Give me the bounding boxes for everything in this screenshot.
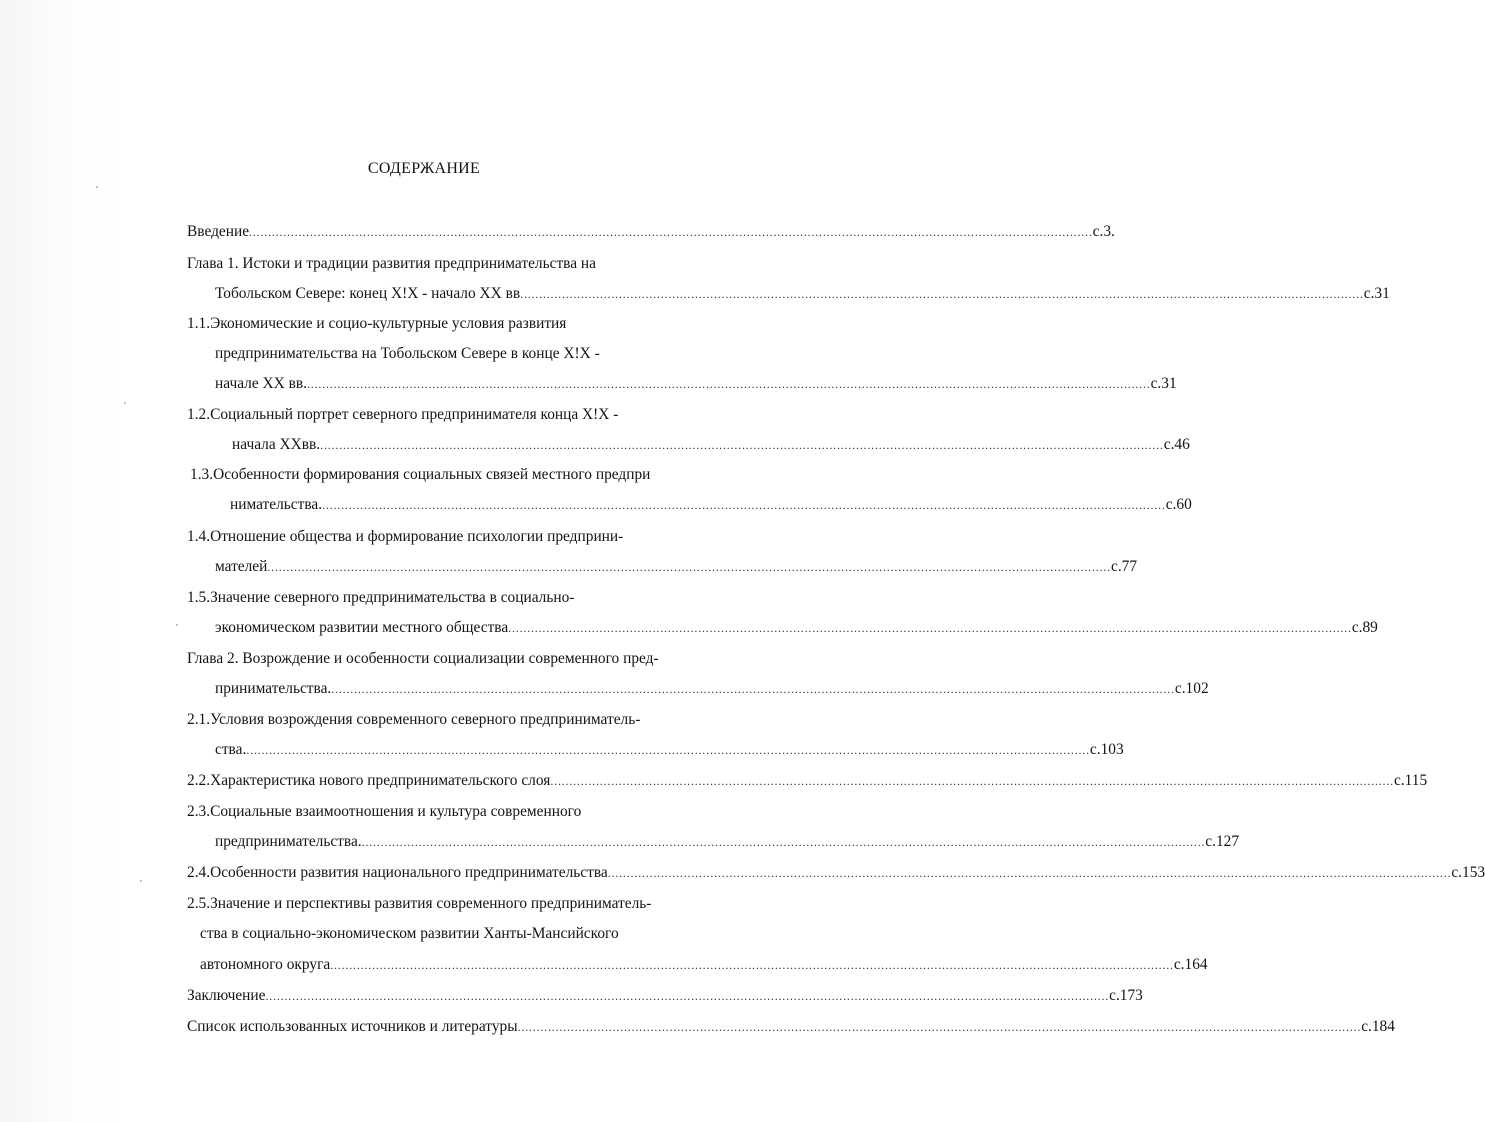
toc-section-1-4-line-1: 1.4.Отношение общества и формирование психологии предприни- bbox=[187, 528, 624, 545]
toc-leader: .............................................................................................................................................................................................................................. bbox=[550, 774, 1394, 788]
toc-title: Тобольском Севере: конец X!X - начало XX вв bbox=[215, 285, 521, 302]
toc-leader: .............................................................................................................................................................................................................................. bbox=[249, 225, 1093, 239]
toc-leader: .............................................................................................................................................................................................................................. bbox=[265, 989, 1110, 1003]
toc-title: начала XXвв. bbox=[232, 436, 321, 453]
toc-section-1-1-line-1: 1.1.Экономические и социо-культурные условия развития bbox=[187, 315, 567, 332]
toc-title: Введение bbox=[187, 223, 250, 240]
toc-page: с.153 bbox=[1451, 864, 1485, 881]
toc-section-2-3-line-1: 2.3.Социальные взаимоотношения и культура современного bbox=[187, 803, 582, 820]
toc-entry-chapter-1 bbox=[215, 283, 1390, 305]
toc-chapter-1-line-1: Глава 1. Истоки и традиции развития предпринимательства на bbox=[187, 255, 596, 272]
toc-title: ства. bbox=[215, 741, 247, 758]
toc-title: нимательства. bbox=[230, 496, 323, 513]
toc-title: экономическом развитии местного общества bbox=[215, 619, 509, 636]
toc-entry-section-1-5 bbox=[215, 617, 1378, 639]
toc-entry-section-2-4 bbox=[187, 862, 1485, 884]
toc-page: с.164 bbox=[1173, 956, 1208, 973]
toc-title: 2.4.Особенности развития национального предпринимательства bbox=[187, 864, 608, 881]
toc-leader: .............................................................................................................................................................................................................................. bbox=[322, 498, 1166, 512]
toc-section-1-2-line-1: 1.2.Социальный портрет северного предпринимателя конца X!X - bbox=[187, 406, 619, 423]
toc-leader: .............................................................................................................................................................................................................................. bbox=[306, 377, 1151, 391]
toc-entry-section-2-5 bbox=[200, 954, 1208, 976]
scan-speck bbox=[96, 186, 98, 188]
toc-leader: .............................................................................................................................................................................................................................. bbox=[331, 682, 1175, 696]
toc-section-1-3-line-1: 1.3.Особенности формирования социальных связей местного предпри bbox=[190, 466, 651, 483]
toc-title: Заключение bbox=[187, 987, 266, 1004]
toc-entry-section-2-3 bbox=[215, 831, 1240, 853]
toc-page: с.103 bbox=[1089, 741, 1124, 758]
toc-leader: .............................................................................................................................................................................................................................. bbox=[520, 287, 1364, 301]
toc-leader: .............................................................................................................................................................................................................................. bbox=[246, 743, 1090, 757]
toc-section-1-5-line-1: 1.5.Значение северного предпринимательства в социально- bbox=[187, 589, 575, 606]
toc-entry-section-1-3 bbox=[230, 494, 1192, 516]
toc-title: принимательства. bbox=[215, 680, 332, 697]
toc-chapter-2-line-1: Глава 2. Возрождение и особенности социализации современного пред- bbox=[187, 650, 659, 667]
toc-title: мателей bbox=[215, 558, 268, 575]
toc-leader: .............................................................................................................................................................................................................................. bbox=[508, 621, 1352, 635]
toc-leader: .............................................................................................................................................................................................................................. bbox=[517, 1020, 1362, 1034]
toc-entry-section-1-4 bbox=[215, 556, 1138, 578]
toc-page: с.46 bbox=[1163, 436, 1190, 453]
toc-entry-section-2-1 bbox=[215, 739, 1124, 761]
toc-page: с.31 bbox=[1150, 375, 1177, 392]
page-title: СОДЕРЖАНИЕ bbox=[367, 160, 481, 177]
toc-page: с.89 bbox=[1351, 619, 1378, 636]
toc-page: с.173 bbox=[1109, 987, 1143, 1004]
scan-speck bbox=[140, 880, 142, 882]
toc-entry-conclusion bbox=[187, 985, 1143, 1007]
toc-title: Список использованных источников и литературы bbox=[187, 1018, 518, 1035]
toc-section-1-1-line-2: предпринимательства на Тобольском Севере в конце X!X - bbox=[215, 345, 600, 362]
toc-leader: .............................................................................................................................................................................................................................. bbox=[361, 835, 1206, 849]
toc-section-2-5-line-1: 2.5.Значение и перспективы развития современного предприниматель- bbox=[187, 895, 652, 912]
toc-entry-section-1-2 bbox=[232, 434, 1190, 456]
toc-leader: .............................................................................................................................................................................................................................. bbox=[607, 866, 1452, 880]
toc-leader: .............................................................................................................................................................................................................................. bbox=[330, 958, 1174, 972]
toc-entry-section-2-2 bbox=[187, 770, 1428, 792]
toc-page: с.3. bbox=[1092, 223, 1115, 240]
toc-title: 2.2.Характеристика нового предпринимательского слоя bbox=[187, 772, 551, 789]
toc-entry-intro bbox=[187, 221, 1115, 243]
toc-leader: .............................................................................................................................................................................................................................. bbox=[267, 560, 1111, 574]
toc-page: с.102 bbox=[1174, 680, 1209, 697]
toc-section-2-5-line-2: ства в социально-экономическом развитии Ханты-Мансийского bbox=[200, 925, 619, 942]
scan-speck bbox=[176, 624, 178, 626]
toc-page: с.115 bbox=[1393, 772, 1428, 789]
toc-entry-section-1-1 bbox=[215, 373, 1177, 395]
toc-title: автономного округа bbox=[200, 956, 331, 973]
toc-section-2-1-line-1: 2.1.Условия возрождения современного северного предприниматель- bbox=[187, 711, 641, 728]
toc-page: с.127 bbox=[1205, 833, 1240, 850]
toc-title: предпринимательства. bbox=[215, 833, 362, 850]
toc-page: с.31 bbox=[1363, 285, 1390, 302]
toc-title: начале XX вв. bbox=[215, 375, 307, 392]
toc-page: с.184 bbox=[1361, 1018, 1395, 1035]
toc-entry-chapter-2 bbox=[215, 678, 1209, 700]
scan-speck bbox=[124, 402, 126, 404]
toc-leader: .............................................................................................................................................................................................................................. bbox=[320, 438, 1164, 452]
toc-page: с.60 bbox=[1165, 496, 1192, 513]
toc-entry-sources bbox=[187, 1016, 1395, 1038]
toc-page: с.77 bbox=[1110, 558, 1138, 575]
